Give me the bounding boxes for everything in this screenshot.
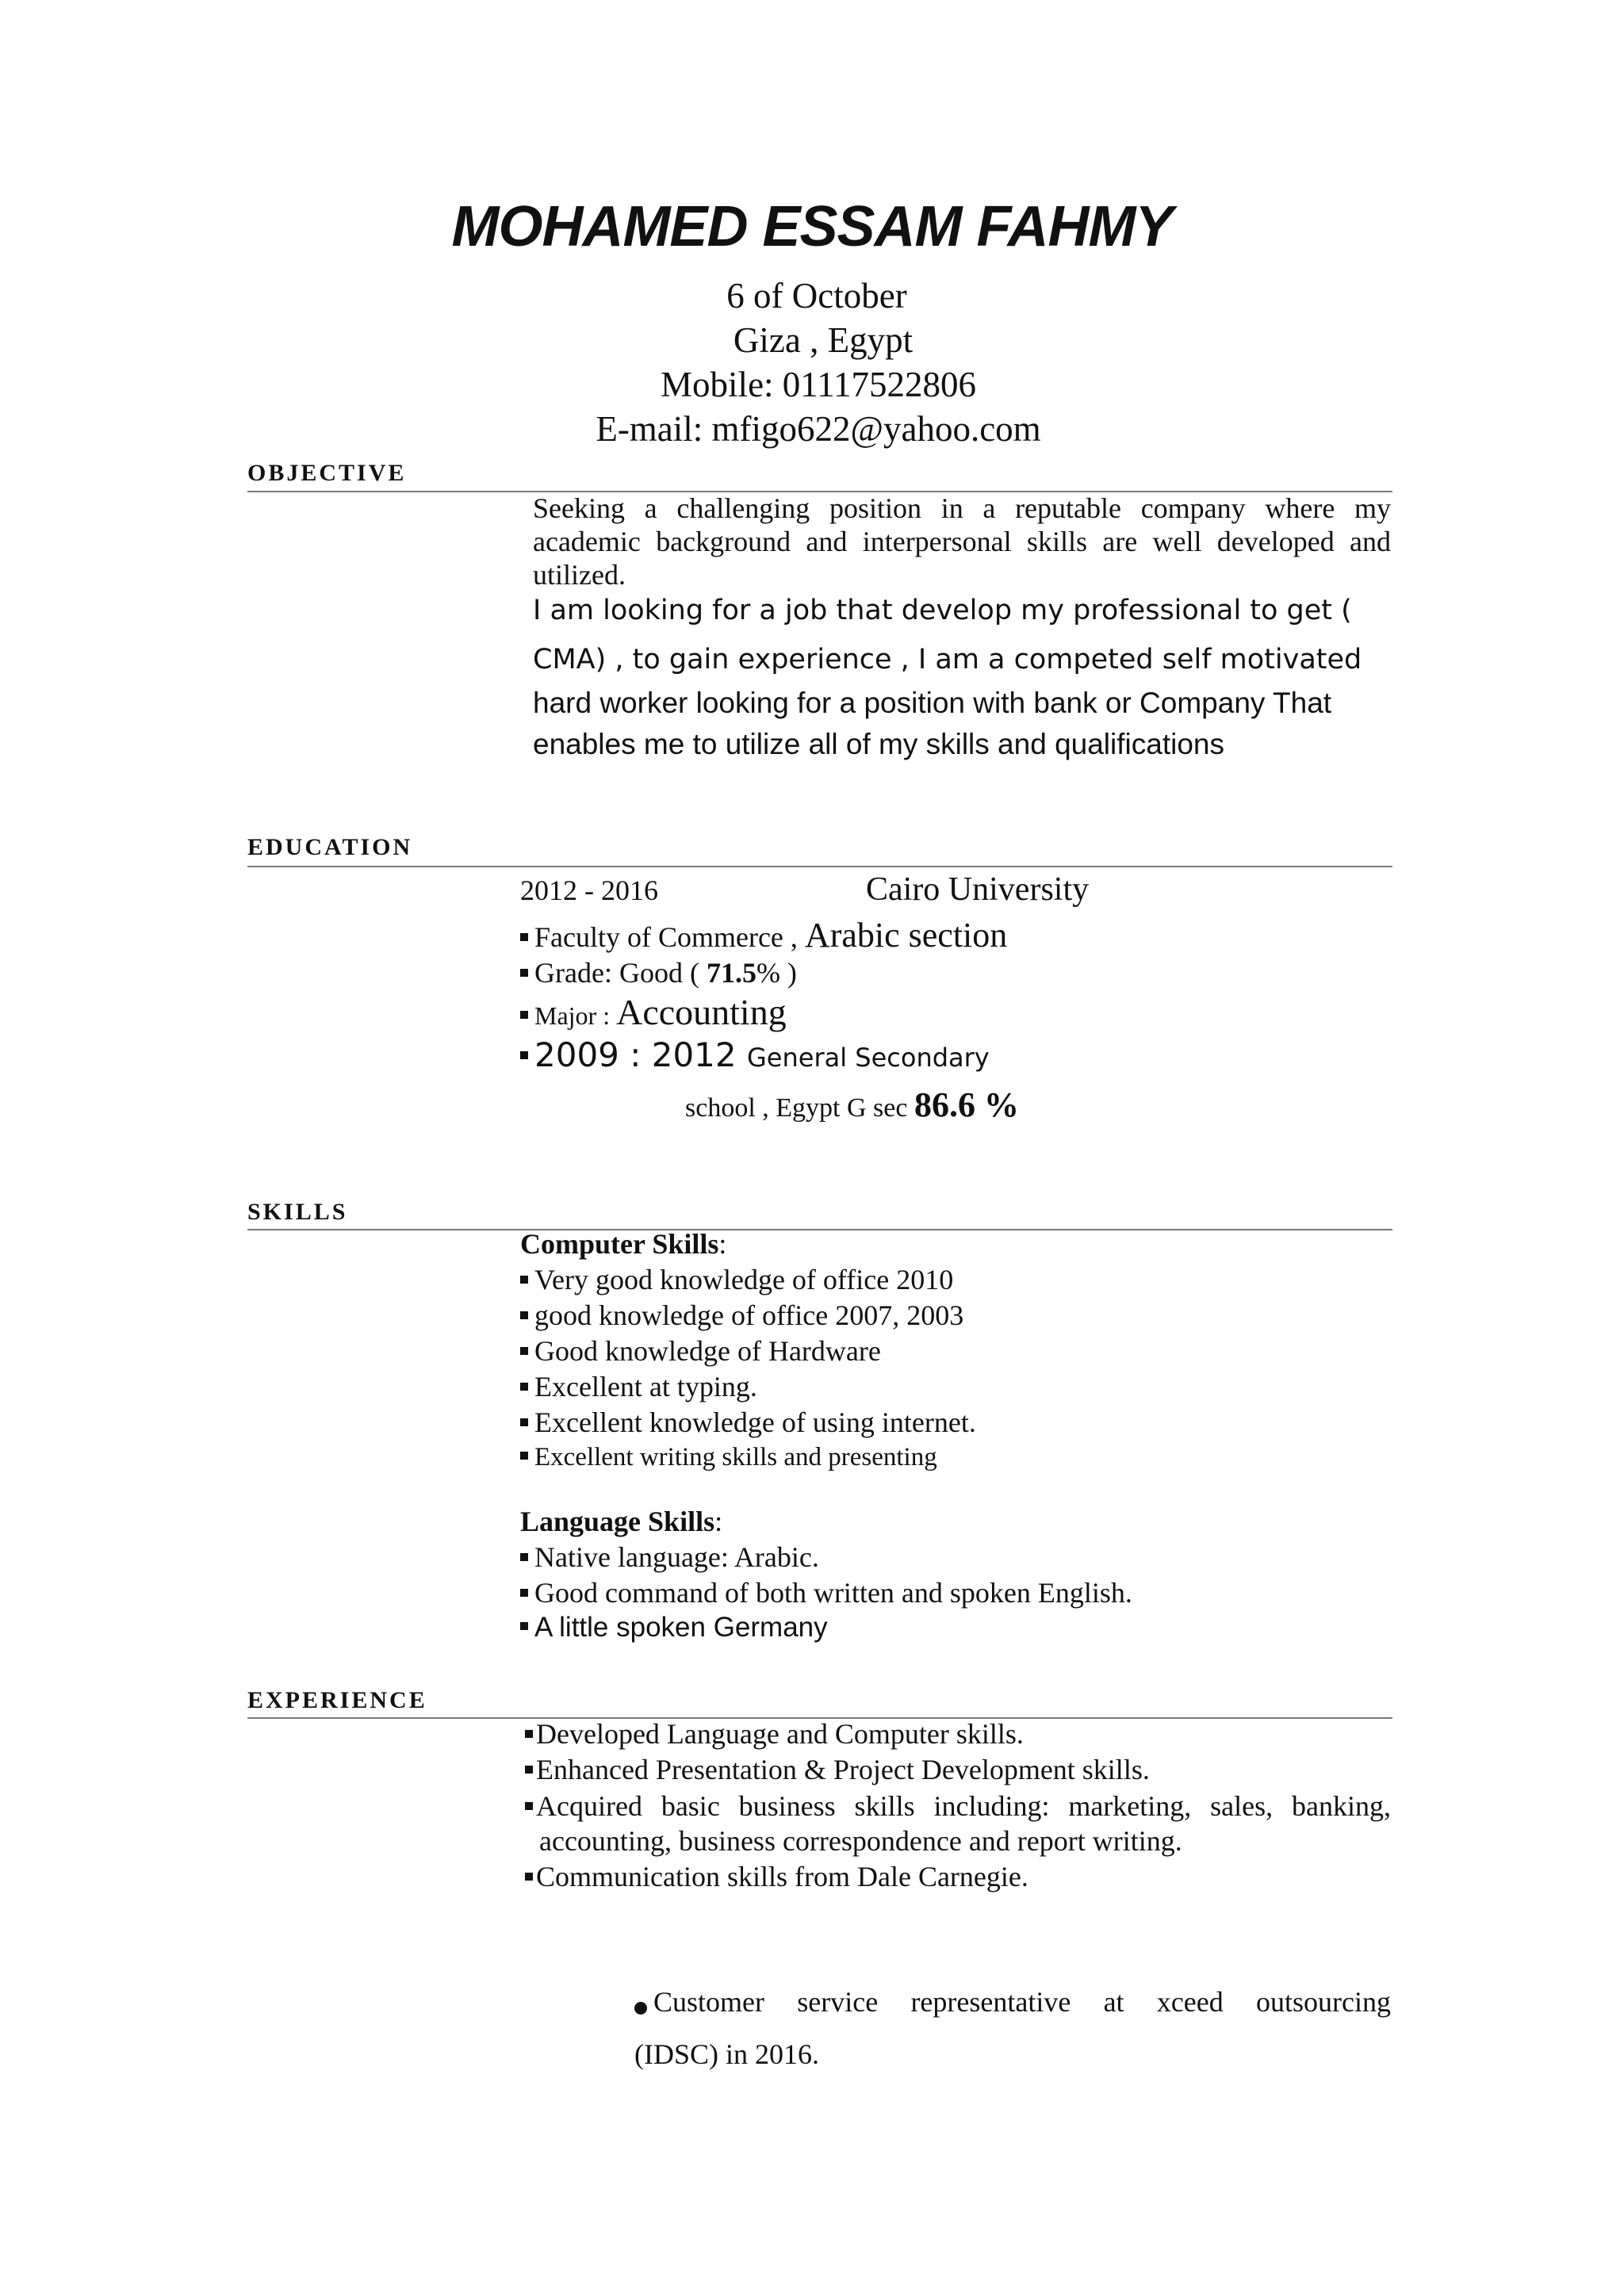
school-grade: 86.6 % [914, 1085, 1019, 1124]
address-line-1: 6 of October [726, 276, 907, 316]
school-line [685, 1085, 1019, 1125]
bullet-icon [520, 1311, 528, 1319]
job-entry-continued: (IDSC) in 2016. [634, 2038, 819, 2070]
objective-line-2: I am looking for a job that develop my professional to get ( [533, 595, 1352, 626]
university-name: Cairo University [866, 871, 1090, 908]
objective-line-3: CMA) , to gain experience , I am a competed self motivated [533, 644, 1362, 675]
bullet-icon [520, 1418, 528, 1426]
address-line-2: Giza , Egypt [733, 320, 914, 360]
secondary-years: 2009 : 2012 [534, 1035, 747, 1074]
language-skills-heading [520, 1505, 722, 1538]
bullet-icon [520, 1553, 528, 1561]
list-item: Good knowledge of Hardware [520, 1334, 881, 1368]
list-item: A little spoken Germany [520, 1612, 828, 1644]
job-entry [634, 1985, 1391, 2019]
bullet-icon [520, 1276, 528, 1284]
computer-skills-colon: : [718, 1228, 727, 1260]
list-item: Developed Language and Computer skills. [525, 1717, 1024, 1751]
secondary-line [520, 1035, 990, 1074]
computer-skills-heading [520, 1227, 726, 1261]
faculty-line [520, 915, 1007, 955]
major-value: Accounting [616, 992, 787, 1032]
list-item: Very good knowledge of office 2010 [520, 1263, 953, 1296]
list-item: Excellent writing skills and presenting [520, 1443, 937, 1472]
list-item: good knowledge of office 2007, 2003 [520, 1299, 963, 1332]
language-skills-colon: : [714, 1506, 723, 1537]
bullet-icon [520, 1347, 528, 1355]
school-text: school , Egypt G sec [685, 1093, 914, 1123]
education-years: 2012 - 2016 [520, 874, 658, 906]
candidate-name: MOHAMED ESSAM FAHMY [451, 195, 1173, 258]
bullet-icon [634, 2002, 647, 2015]
bullet-icon [525, 1802, 533, 1810]
section-text: Arabic section [804, 916, 1008, 955]
bullet-icon [520, 1452, 528, 1460]
bullet-icon [520, 933, 528, 941]
bullet-icon [520, 1589, 528, 1597]
mobile-number: Mobile: 01117522806 [661, 365, 976, 404]
bullet-icon [525, 1766, 533, 1774]
list-item: Good command of both written and spoken English. [520, 1576, 1132, 1609]
list-item: Acquired basic business skills including: marketing, sales, banking, [525, 1789, 1391, 1824]
grade-suffix: % ) [756, 957, 797, 989]
major-line [520, 991, 787, 1033]
grade-line [520, 956, 797, 989]
bullet-icon [520, 1011, 528, 1019]
bullet-icon [520, 1383, 528, 1391]
objective-paragraph: Seeking a challenging position in a reputable company where my academic background and interpersonal skills are well developed and utilized. [533, 492, 1391, 591]
list-item: Communication skills from Dale Carnegie. [525, 1860, 1028, 1893]
grade-prefix: Grade: Good ( [534, 957, 707, 989]
objective-heading: OBJECTIVE [247, 460, 407, 486]
education-heading: EDUCATION [247, 834, 413, 860]
bullet-icon [525, 1873, 533, 1881]
list-item: Enhanced Presentation & Project Development skills. [525, 1753, 1150, 1786]
skills-heading: SKILLS [247, 1199, 348, 1225]
computer-skills-title: Computer Skills [520, 1228, 719, 1260]
bullet-icon [520, 1051, 528, 1059]
faculty-text: Faculty of Commerce , [534, 921, 805, 953]
email-address: E-mail: mfigo622@yahoo.com [596, 409, 1041, 449]
skills-divider [247, 1229, 1392, 1230]
major-label: Major : [534, 1001, 617, 1030]
list-item-continued: accounting, business correspondence and report writing. [539, 1825, 1182, 1857]
objective-line-5: enables me to utilize all of my skills and qualifications [533, 728, 1224, 760]
bullet-icon [520, 1622, 528, 1630]
list-item: Native language: Arabic. [520, 1540, 819, 1574]
list-item: Excellent knowledge of using internet. [520, 1406, 976, 1439]
language-skills-title: Language Skills [520, 1506, 715, 1537]
bullet-icon [525, 1730, 533, 1738]
grade-value: 71.5 [706, 957, 756, 989]
bullet-icon [520, 969, 528, 977]
secondary-label: General Secondary [746, 1043, 990, 1073]
education-divider [247, 866, 1392, 867]
job-title-text: Customer service representative at xceed outsourcing [653, 1986, 1391, 2018]
objective-line-4: hard worker looking for a position with bank or Company That [533, 687, 1332, 719]
experience-heading: EXPERIENCE [247, 1687, 427, 1713]
list-item: Excellent at typing. [520, 1370, 757, 1403]
